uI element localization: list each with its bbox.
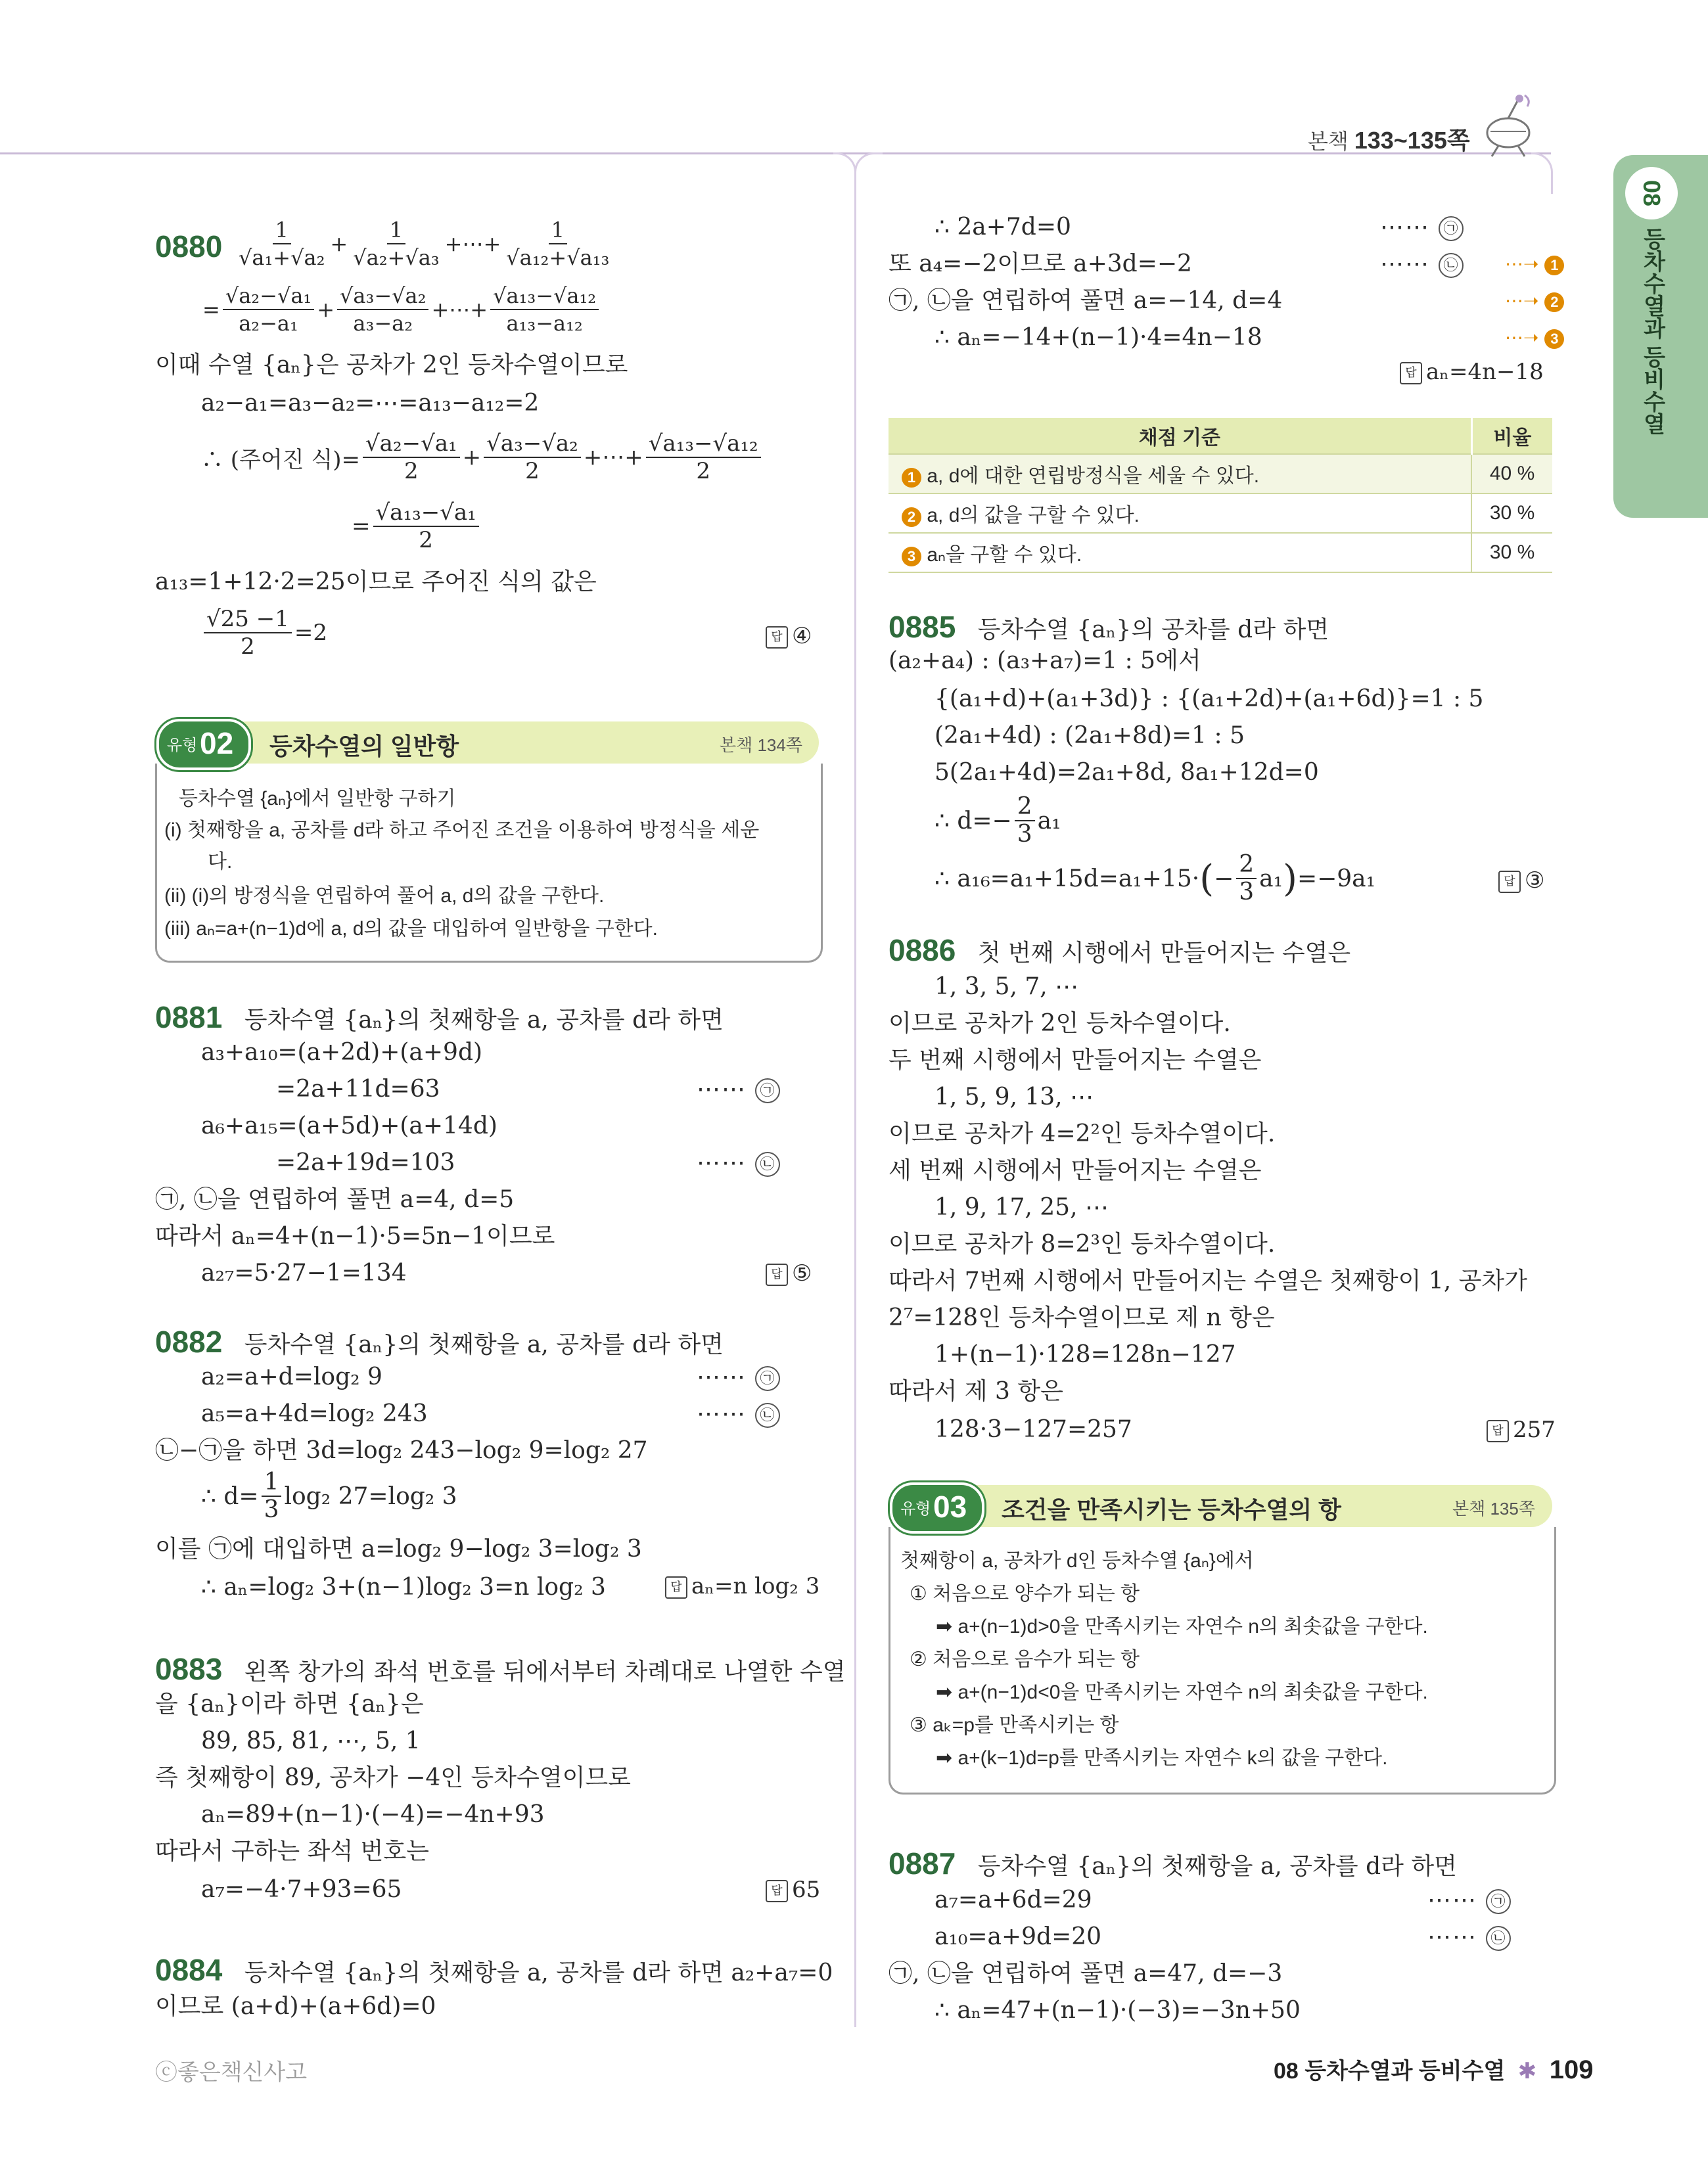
problem-number: 0884 <box>155 1953 223 1987</box>
type03-line: ➡ a+(n−1)d<0을 만족시키는 자연수 n의 최솟값을 구한다. <box>936 1681 1428 1703</box>
equation-line: a₂−a₁=a₃−a₂=⋯=a₁₃−a₁₂=2 <box>201 390 540 417</box>
text-line: 두 번째 시행에서 만들어지는 수열은 <box>889 1047 1262 1074</box>
type02-line: 다. <box>208 851 233 873</box>
label-c1: ⋯⋯ ㉠ <box>697 1074 780 1105</box>
text-line: 또 a₄=−2이므로 a+3d=−2 <box>889 250 1192 277</box>
text-line: 이므로 공차가 8=2³인 등차수열이다. <box>889 1231 1276 1258</box>
grading-table <box>889 418 1552 573</box>
text-line: ㉠, ㉡을 연립하여 풀면 a=47, d=−3 <box>889 1960 1283 1987</box>
d-value-line: ∴ d= $\frac{1}{3}$ log₂ 27=log₂ 3 <box>201 1469 457 1523</box>
equation-line: 5(2a₁+4d)=2a₁+8d, 8a₁+12d=0 <box>935 759 1319 786</box>
answer-0880: 답 ④ <box>766 623 812 649</box>
text-line: 등차수열 {aₙ}의 첫째항을 a, 공차를 d라 하면 <box>244 1331 724 1358</box>
given-result: = $\frac{\text{√a₁₃−√a₁}}{2}$ <box>352 499 482 553</box>
text-line: 등차수열 {aₙ}의 공차를 d라 하면 <box>977 616 1329 643</box>
type02-line: (iii) aₙ=a+(n−1)d에 a, d의 값을 대입하여 일반항을 구한다. <box>164 918 658 940</box>
sum-expression-row2: = $\frac{\text{√a₂−√a₁}}{\text{a₂−a₁}}$ + $\frac{\text{√a₃−√a₂}}{\text{a₃−a₂}}$ +⋯+ $\frac{\text{√a₁₃−√a₁₂}}{\text{a₁₃−a₁₂}}$ <box>202 283 601 336</box>
text-line: a₁₃=1+12·2=25이므로 주어진 식의 값은 <box>155 568 597 595</box>
text-line: 첫 번째 시행에서 만들어지는 수열은 <box>977 940 1351 967</box>
text-line: 이므로 (a+d)+(a+6d)=0 <box>155 1993 436 2020</box>
type03-badge-label: 유형 <box>900 1500 931 1518</box>
circle-label-icon: ㉡ <box>755 1403 780 1428</box>
type03-line: ① 처음으로 양수가 되는 항 <box>910 1583 1140 1605</box>
type02-badge-label: 유형 <box>167 737 198 754</box>
equation-line: a₇=a+6d=29 <box>935 1887 1092 1913</box>
answer-mark-icon: 답 <box>665 1576 687 1599</box>
answer-0885: 답 ③ <box>1498 867 1544 894</box>
circle-label-icon: ㉠ <box>755 1366 780 1391</box>
label-c1: ⋯⋯ ㉠ <box>697 1361 780 1393</box>
problem-0882 <box>155 1322 724 1365</box>
equation-line: 128·3−127=257 <box>935 1416 1132 1443</box>
answer-0882: 답 aₙ=n log₂ 3 <box>665 1573 819 1599</box>
problem-0887 <box>889 1844 1457 1887</box>
type02-line: (ii) (i)의 방정식을 연립하여 풀어 a, d의 값을 구한다. <box>164 885 605 907</box>
problem-0886 <box>889 930 1350 973</box>
step-marker-2: ⋯➝ 2 <box>1505 285 1564 317</box>
chapter-side-tab <box>1613 155 1708 518</box>
footer-separator-icon: ✱ <box>1517 2059 1537 2084</box>
equation-line: a₂=a+d=log₂ 9 <box>201 1363 382 1390</box>
circle-label-icon: ㉠ <box>1486 1889 1511 1914</box>
left-column-frame <box>833 152 856 2027</box>
text-line: 즉 첫째항이 89, 공차가 −4인 등차수열이므로 <box>155 1764 631 1791</box>
top-rule <box>0 152 854 154</box>
publisher-credit: ⓒ좋은책신사고 <box>155 2060 308 2085</box>
label-c2: ⋯⋯ ㉡ <box>697 1147 780 1179</box>
equation-line: {(a₁+d)+(a₁+3d)} : {(a₁+2d)+(a₁+6d)}=1 : 5 <box>935 685 1484 712</box>
page-number: 109 <box>1549 2055 1594 2084</box>
equation-line: ∴ aₙ=log₂ 3+(n−1)log₂ 3=n log₂ 3 <box>201 1574 606 1601</box>
page-reference: 본책 133~135쪽 <box>1308 127 1470 154</box>
answer-0881: 답 ⑤ <box>766 1260 812 1287</box>
equation-line: a₆+a₁₅=(a+5d)+(a+14d) <box>201 1112 497 1139</box>
satellite-icon <box>1479 92 1538 160</box>
type03-line: 첫째항이 a, 공차가 d인 등차수열 {aₙ}에서 <box>900 1550 1254 1572</box>
text-line: ㉠, ㉡을 연립하여 풀면 a=4, d=5 <box>155 1186 515 1213</box>
type03-line: ➡ a+(k−1)d=p를 만족시키는 자연수 k의 값을 구한다. <box>936 1747 1388 1769</box>
type02-badge-number: 02 <box>200 726 234 760</box>
text-line: 을 {aₙ}이라 하면 {aₙ}은 <box>155 1691 424 1718</box>
text-line: 왼쪽 창가의 좌석 번호를 뒤에서부터 차례대로 나열한 수열 <box>244 1658 846 1685</box>
problem-number: 0882 <box>155 1325 223 1359</box>
right-column-frame-end <box>1531 152 1553 194</box>
answer-0883: 답 65 <box>766 1877 820 1903</box>
text-line: 등차수열 {aₙ}의 첫째항을 a, 공차를 d라 하면 <box>244 1007 724 1034</box>
equation-line: ∴ aₙ=−14+(n−1)·4=4n−18 <box>935 324 1262 351</box>
label-c1: ⋯⋯ ㉠ <box>1380 212 1464 243</box>
grading-row: 2 a, d의 값을 구할 수 있다. 30 % <box>889 493 1552 533</box>
answer-mark-icon: 답 <box>766 1264 788 1286</box>
text-line: 세 번째 시행에서 만들어지는 수열은 <box>889 1157 1262 1184</box>
grading-row: 1 a, d에 대한 연립방정식을 세울 수 있다. 40 % <box>889 454 1552 493</box>
type03-line: ② 처음으로 음수가 되는 항 <box>910 1649 1140 1670</box>
circle-label-icon: ㉡ <box>1439 253 1464 278</box>
equation-line: a₅=a+4d=log₂ 243 <box>201 1400 428 1427</box>
type03-title: 조건을 만족시키는 등차수열의 항 <box>1002 1496 1341 1523</box>
answer-mark-icon: 답 <box>766 626 788 649</box>
ratio-header: 비율 <box>1471 418 1552 454</box>
type03-line: ➡ a+(n−1)d>0을 만족시키는 자연수 n의 최솟값을 구한다. <box>936 1616 1428 1637</box>
problem-number: 0881 <box>155 1000 223 1034</box>
type03-ref: 본책 135쪽 <box>1452 1499 1535 1519</box>
text-line: 이때 수열 {aₙ}은 공차가 2인 등차수열이므로 <box>155 352 628 378</box>
text-line: 따라서 구하는 좌석 번호는 <box>155 1838 429 1865</box>
equation-line: 1, 3, 5, 7, ⋯ <box>935 973 1079 1000</box>
problem-0883 <box>155 1649 846 1692</box>
answer-mark-icon: 답 <box>766 1880 788 1902</box>
equation-line: a₁₀=a+9d=20 <box>935 1923 1102 1950</box>
grading-table-header <box>889 418 1552 454</box>
equation-line: ∴ aₙ=47+(n−1)·(−3)=−3n+50 <box>935 1997 1301 2024</box>
label-c2: ⋯⋯ ㉡ <box>697 1398 780 1430</box>
step-marker-1: ⋯➝ 1 <box>1505 248 1564 280</box>
text-line: (a₂+a₄) : (a₃+a₇)=1 : 5에서 <box>889 647 1201 674</box>
text-line: ㉡−㉠을 하면 3d=log₂ 243−log₂ 9=log₂ 27 <box>155 1437 648 1464</box>
answer-0884: 답 aₙ=4n−18 <box>1400 359 1544 385</box>
chapter-side-title: 등차수열과 등비수열 <box>1640 227 1665 435</box>
circle-label-icon: ㉠ <box>1439 216 1464 241</box>
text-line: ㉠, ㉡을 연립하여 풀면 a=−14, d=4 <box>889 287 1283 314</box>
criteria-header: 채점 기준 <box>889 418 1471 454</box>
equation-line: 1, 5, 9, 13, ⋯ <box>935 1084 1094 1110</box>
equation-line: 1+(n−1)·128=128n−127 <box>935 1341 1236 1368</box>
equation-line: =2a+19d=103 <box>276 1149 455 1176</box>
label-c2: ⋯⋯ ㉡ <box>1427 1921 1511 1953</box>
type02-title: 등차수열의 일반항 <box>269 733 459 760</box>
label-c1: ⋯⋯ ㉠ <box>1427 1885 1511 1916</box>
answer-mark-icon: 답 <box>1487 1420 1509 1442</box>
d-value-line: ∴ d=− $\frac{2}{3}$ a₁ <box>935 793 1061 848</box>
type02-line: (i) 첫째항을 a, 공차를 d라 하고 주어진 조건을 이용하여 방정식을 세운 <box>164 819 760 841</box>
equation-line: a₃+a₁₀=(a+2d)+(a+9d) <box>201 1039 483 1066</box>
text-line: 등차수열 {aₙ}의 첫째항을 a, 공차를 d라 하면 a₂+a₇=0 <box>244 1959 833 1986</box>
final-value: $\frac{√25 -1}{2}$ =2 <box>201 606 327 660</box>
text-line: 이므로 공차가 2인 등차수열이다. <box>889 1010 1231 1037</box>
problem-number: 0887 <box>889 1846 956 1881</box>
equation-line: 1, 9, 17, 25, ⋯ <box>935 1194 1109 1221</box>
problem-0885 <box>889 607 1329 650</box>
given-expression: ∴ (주어진 식)= $\frac{\text{√a₂−√a₁}}{2}$ + $\frac{\text{√a₃−√a₂}}{2}$ +⋯+ $\frac{\text{√a₁₃−√a₁₂}}{2}$ <box>201 430 764 484</box>
chapter-number-badge: 08 <box>1625 167 1678 219</box>
circle-label-icon: ㉡ <box>1486 1926 1511 1951</box>
type03-badge <box>890 1482 984 1534</box>
text-line: 따라서 aₙ=4+(n−1)·5=5n−1이므로 <box>155 1223 555 1250</box>
type03-badge-number: 03 <box>933 1490 967 1524</box>
problem-number: 0885 <box>889 610 956 644</box>
sum-expression-row1: $\frac{1}{\text{√a₁+√a₂}}$ + $\frac{1}{\text{√a₂+√a₃}}$ +⋯+ $\frac{1}{\text{√a₁₂+√a₁₃}}$ <box>239 217 610 270</box>
equation-line: =2a+11d=63 <box>276 1076 440 1103</box>
problem-0884 <box>155 1950 833 1993</box>
text-line: 따라서 7번째 시행에서 만들어지는 수열은 첫째항이 1, 공차가 <box>889 1268 1527 1294</box>
text-line: 이를 ㉠에 대입하면 a=log₂ 9−log₂ 3=log₂ 3 <box>155 1536 642 1563</box>
equation-line: (2a₁+4d) : (2a₁+8d)=1 : 5 <box>935 722 1245 749</box>
answer-mark-icon: 답 <box>1400 362 1422 384</box>
circle-label-icon: ㉠ <box>755 1078 780 1103</box>
a16-line: ∴ a₁₆=a₁+15d=a₁+15· ( − $\frac{2}{3}$ a₁ ) =−9a₁ <box>935 851 1376 905</box>
problem-0880 <box>155 227 222 269</box>
text-line: 등차수열 {aₙ}의 첫째항을 a, 공차를 d라 하면 <box>977 1853 1457 1880</box>
type03-line: ③ aₖ=p를 만족시키는 항 <box>910 1714 1119 1736</box>
circle-label-icon: ㉡ <box>755 1152 780 1177</box>
equation-line: 89, 85, 81, ⋯, 5, 1 <box>201 1727 421 1754</box>
type02-line: 등차수열 {aₙ}에서 일반항 구하기 <box>179 788 456 810</box>
problem-number: 0883 <box>155 1652 223 1686</box>
type02-ref: 본책 134쪽 <box>720 735 802 755</box>
text-line: 이므로 공차가 4=2²인 등차수열이다. <box>889 1120 1276 1147</box>
answer-mark-icon: 답 <box>1498 871 1521 893</box>
grading-row: 3 aₙ을 구할 수 있다. 30 % <box>889 533 1552 572</box>
equation-line: aₙ=89+(n−1)·(−4)=−4n+93 <box>201 1801 545 1828</box>
problem-number: 0886 <box>889 933 956 967</box>
equation-line: ∴ 2a+7d=0 <box>935 214 1071 240</box>
label-c2: ⋯⋯ ㉡ <box>1380 248 1464 280</box>
problem-0881 <box>155 997 724 1040</box>
footer-chapter: 08 등차수열과 등비수열 ✱ 109 <box>1274 2055 1594 2084</box>
text-line: 2⁷=128인 등차수열이므로 제 n 항은 <box>889 1304 1275 1331</box>
type02-badge <box>156 719 251 770</box>
right-column-frame <box>854 152 883 2027</box>
problem-number: 0880 <box>155 229 223 263</box>
equation-line: a₂₇=5·27−1=134 <box>201 1260 407 1287</box>
equation-line: a₇=−4·7+93=65 <box>201 1876 402 1903</box>
text-line: 따라서 제 3 항은 <box>889 1378 1063 1405</box>
step-marker-3: ⋯➝ 3 <box>1505 322 1564 354</box>
answer-0886: 답 257 <box>1487 1417 1556 1443</box>
